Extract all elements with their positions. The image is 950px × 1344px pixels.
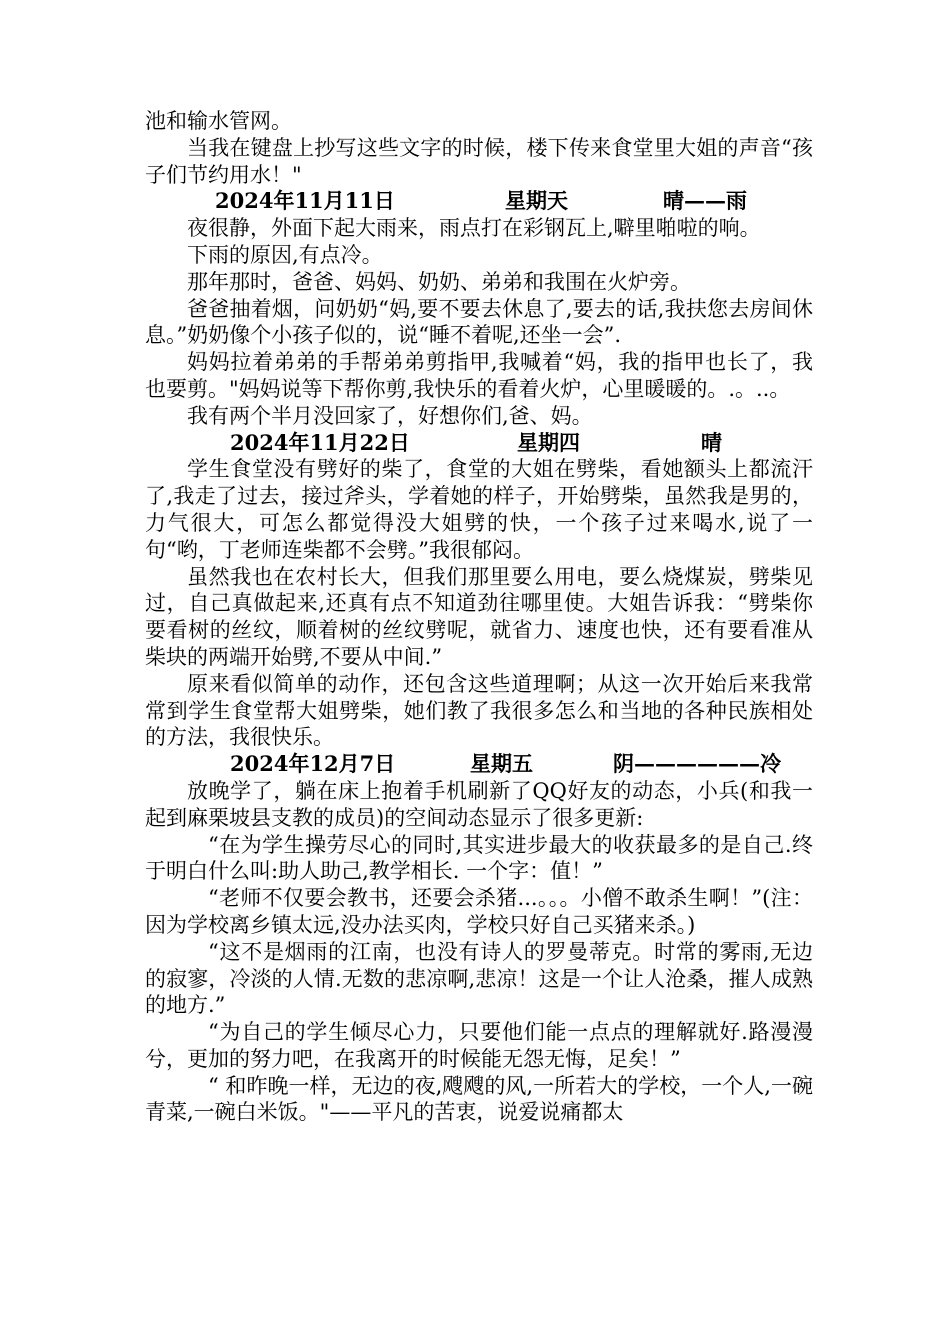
- diary-entry-heading: [145, 751, 813, 778]
- paragraph: 下雨的原因,有点冷。: [187, 242, 383, 267]
- paragraph: 夜很静，外面下起大雨来，雨点打在彩钢瓦上,噼里啪啦的响。: [187, 216, 761, 241]
- entry-date: 2024年12月7日: [230, 751, 396, 777]
- paragraph: 虽然我也在农村长大，但我们那里要么用电，要么烧煤炭，劈柴见过，自己真做起来,还真有点不知道劲往哪里使。大姐告诉我：“劈柴你要看树的丝纹，顺着树的丝纹劈呢，就省力、速度也快，还有要看准从柴块的两端开始劈,不要从中间.”: [145, 564, 813, 669]
- paragraph: “ 和昨晚一样，无边的夜,飕飕的风,一所若大的学校，一个人,一碗青菜,一碗白米饭。"——平凡的苦衷，说爱说痛都太: [145, 1073, 813, 1125]
- entry-weekday: 星期五: [470, 751, 533, 777]
- document-page: [145, 108, 813, 1126]
- diary-entry-heading: [145, 430, 813, 457]
- entry-weekday: 星期天: [505, 188, 568, 214]
- paragraph: 那年那时，爸爸、妈妈、奶奶、弟弟和我围在火炉旁。: [187, 269, 691, 294]
- entry-date: 2024年11月11日: [215, 188, 395, 214]
- paragraph: “老师不仅要会教书，还要会杀猪...。。。小僧不敢杀生啊！”(注：因为学校离乡镇太远,没办法买肉，学校只好自己买猪来杀。): [145, 886, 813, 937]
- entry-weather: 晴——雨: [663, 188, 747, 214]
- diary-entry-heading: [145, 188, 813, 215]
- entry-weather: 阴——————冷: [613, 751, 781, 777]
- paragraph: 放晚学了，躺在床上抱着手机刷新了QQ好友的动态，小兵(和我一起到麻栗坡县支教的成员)的空间动态显示了很多更新:: [145, 778, 813, 830]
- paragraph: “在为学生操劳尽心的同时,其实进步最大的收获最多的是自己.终于明白什么叫:助人助己,教学相长. 一个字：值！”: [145, 832, 813, 884]
- entry-weekday: 星期四: [517, 429, 580, 455]
- paragraph: 妈妈拉着弟弟的手帮弟弟剪指甲,我喊着“妈，我的指甲也长了，我也要剪。"妈妈说等下帮你剪,我快乐的看着火炉，心里暖暖的。.。..。: [145, 350, 813, 401]
- paragraph: 当我在键盘上抄写这些文字的时候，楼下传来食堂里大姐的声音“孩子们节约用水！": [145, 135, 813, 187]
- paragraph: 池和输水管网。: [145, 109, 292, 133]
- entry-weather: 晴: [701, 429, 722, 455]
- paragraph: “这不是烟雨的江南，也没有诗人的罗曼蒂克。时常的雾雨,无边的寂寥，冷淡的人情.无数的悲凉啊,悲凉！这是一个让人沧桑，摧人成熟的地方.”: [145, 939, 813, 1018]
- paragraph: 我有两个半月没回家了，好想你们,爸、妈。: [187, 403, 593, 428]
- paragraph: 学生食堂没有劈好的柴了，食堂的大姐在劈柴，看她额头上都流汗了,我走了过去，接过斧头，学着她的样子，开始劈柴，虽然我是男的，力气很大，可怎么都觉得没大姐劈的快，一个孩子过来喝水,说了一句“哟，丁老师连柴都不会劈。”我很郁闷。: [145, 457, 813, 562]
- paragraph: “为自己的学生倾尽心力，只要他们能一点点的理解就好.路漫漫兮，更加的努力吧，在我离开的时候能无怨无悔，足矣！”: [145, 1020, 813, 1071]
- paragraph: 爸爸抽着烟，问奶奶“妈,要不要去休息了,要去的话,我扶您去房间休息。”奶奶像个小孩子似的，说“睡不着呢,还坐一会”.: [145, 296, 813, 348]
- paragraph: 原来看似简单的动作，还包含这些道理啊；从这一次开始后来我常常到学生食堂帮大姐劈柴，她们教了我很多怎么和当地的各种民族相处的方法，我很快乐。: [145, 671, 813, 750]
- entry-date: 2024年11月22日: [230, 429, 410, 455]
